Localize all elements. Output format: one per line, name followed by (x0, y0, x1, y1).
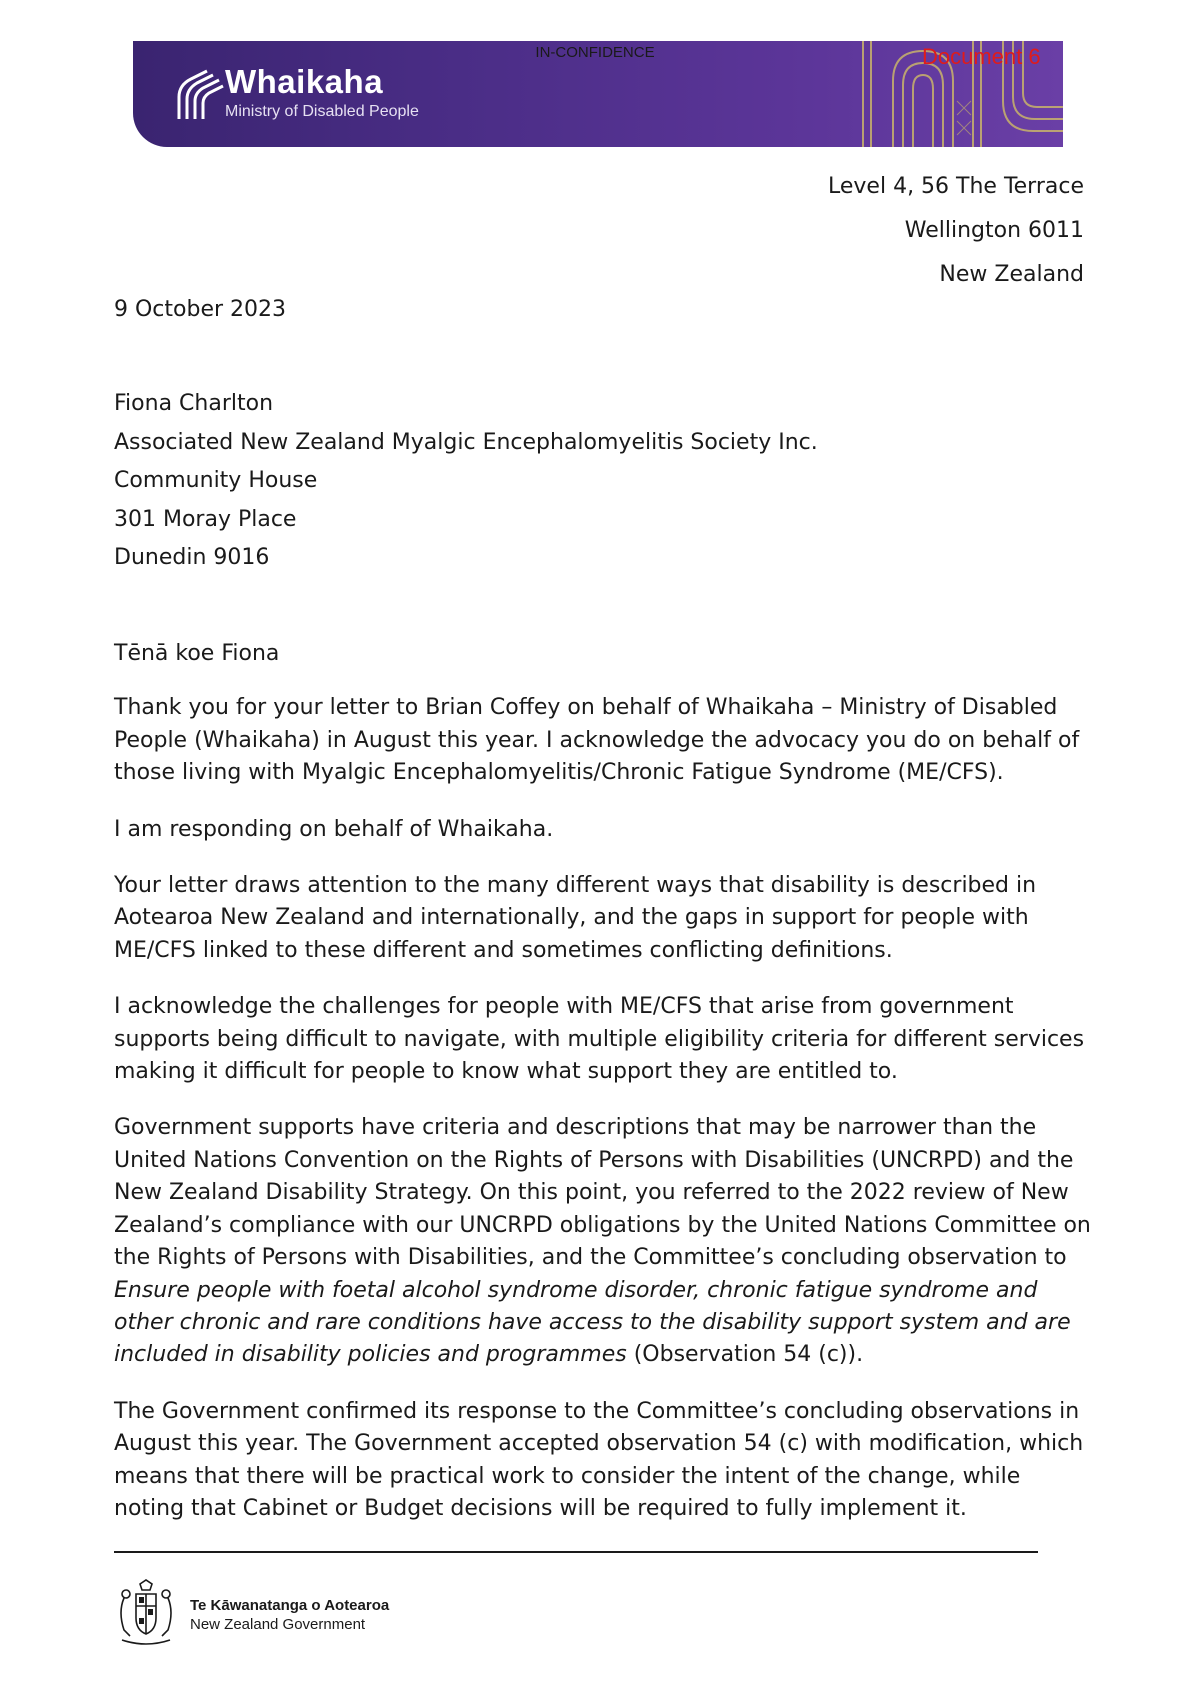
paragraph: I acknowledge the challenges for people with ME/CFS that arise from government supports being difficult to navigate, with multiple eligibility criteria for different services making it difficult for people to know what support they are entitled to. (114, 994, 1085, 1085)
letter-date: 9 October 2023 (114, 297, 287, 322)
document-stamp: Document 6 (922, 44, 1041, 69)
paragraph: I am responding on behalf of Whaikaha. (114, 816, 554, 842)
recipient-address (114, 385, 818, 578)
logo-name: Whaikaha (225, 63, 384, 100)
classification-label: IN-CONFIDENCE (535, 44, 655, 61)
recipient-line: Fiona Charlton (114, 391, 274, 416)
address-line: Wellington 6011 (904, 218, 1084, 243)
nz-coat-of-arms-icon (112, 1578, 180, 1648)
government-name-maori: Te Kāwanatanga o Aotearoa (190, 1597, 390, 1614)
paragraph-text: (Observation 54 (c)). (626, 1342, 864, 1368)
paragraph: Thank you for your letter to Brian Coffey on behalf of Whaikaha – Ministry of Disabled People (Whaikaha) in August this year. I acknowledge the advocacy you do on behalf of those living with Myalgic Encephalomyelitis/Chronic Fatigue Syndrome (ME/CFS). (114, 695, 1080, 786)
recipient-line: Associated New Zealand Myalgic Encephalomyelitis Society Inc. (114, 429, 818, 455)
address-line: New Zealand (939, 262, 1084, 287)
paragraph: The Government confirmed its response to the Committee’s concluding observations in August this year. The Government accepted observation 54 (c) with modification, which means that there will be practical work to consider the intent of the change, while noting that Cabinet or Budget decisions will be required to fully implement it. (114, 1398, 1084, 1521)
recipient-line: 301 Moray Place (114, 506, 297, 532)
paragraph: Your letter draws attention to the many different ways that disability is described in Aotearoa New Zealand and internationally, and the gaps in support for people with ME/CFS linked to these different and sometimes conflicting definitions. (114, 873, 1037, 963)
footer-divider (114, 1551, 1038, 1553)
sender-address (828, 165, 1084, 297)
salutation: Tēnā koe Fiona (114, 641, 280, 666)
logo-subtitle: Ministry of Disabled People (225, 103, 419, 120)
recipient-line: Dunedin 9016 (114, 545, 270, 570)
whaikaha-logo-icon (173, 67, 227, 123)
letter-body (114, 638, 1094, 1549)
paragraph (114, 1112, 1094, 1371)
government-name-english: New Zealand Government (190, 1616, 366, 1633)
paragraph-text: Government supports have criteria and descriptions that may be narrower than the United Nations Convention on the Rights of Persons with Disabilities (UNCRPD) and the New Zealand Disability Strategy. On this point, you referred to the 2022 review of New Zealand’s compliance with our UNCRPD obligations by the United Nations Committee on the Rights of Persons with Disabilities, and the Committee’s concluding observation to (114, 1115, 1091, 1271)
observation-quote: Ensure people with foetal alcohol syndrome disorder, chronic fatigue syndrome and other chronic and rare conditions have access to the disability support system and are included in disability policies and programmes (114, 1277, 1071, 1368)
recipient-line: Community House (114, 468, 318, 493)
address-line: Level 4, 56 The Terrace (828, 174, 1084, 199)
